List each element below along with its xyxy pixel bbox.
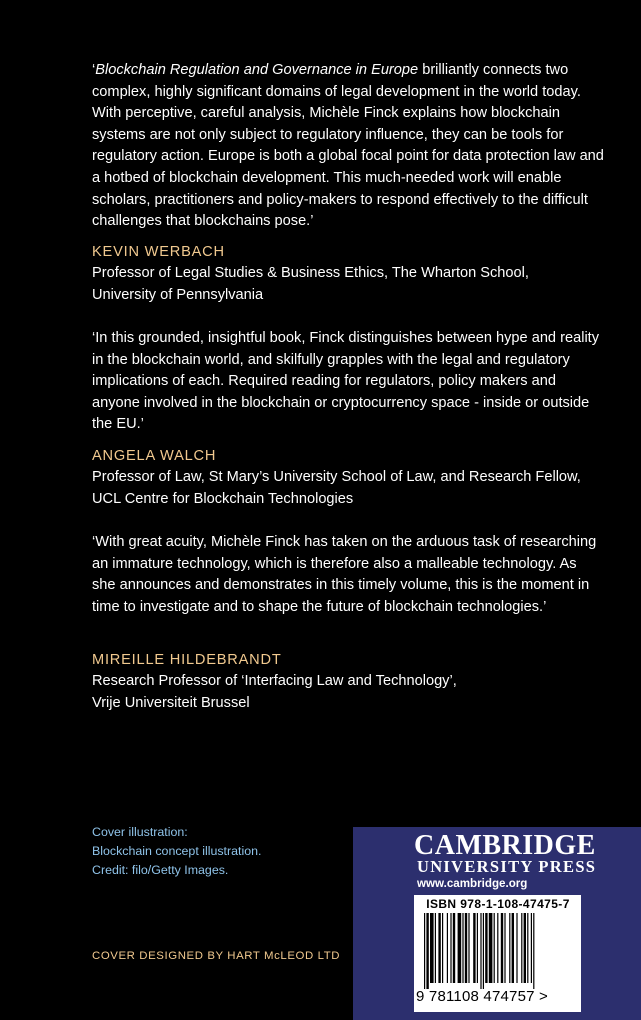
blurb-quote-1 [92, 60, 604, 233]
blurb-author-2: ANGELA WALCH [92, 448, 217, 464]
barcode-bar [516, 913, 517, 983]
barcode-bar [489, 913, 493, 983]
blurb-quote-3: ‘With great acuity, Michèle Finck has taken on the arduous task of researching an immature technology, which is therefore also a malleable technology. As she announces and demonstrates in this timely volume, this is the moment in time to investigate and to shape the future of blockchain technologies.’ [92, 534, 597, 615]
barcode-bars [420, 913, 576, 989]
barcode-bar [501, 913, 503, 983]
book-title-italic: Blockchain Regulation and Governance in Europe [95, 62, 419, 78]
barcode-bar [509, 913, 510, 983]
barcode-bar [494, 913, 495, 983]
barcode-bar [480, 913, 481, 989]
barcode-bar [504, 913, 505, 983]
affiliation-line: Vrije Universiteit Brussel [92, 694, 250, 711]
barcode-bar [473, 913, 475, 983]
affiliation-line: Professor of Law, St Mary’s University School of Law, and Research Fellow, [92, 469, 581, 485]
barcode-bar [438, 913, 440, 983]
quote-text: brilliantly connects two complex, highly significant domains of legal development in the world today. With perceptive, careful analysis, Michèle Finck explains how blockchain systems are not only subject to regulatory influence, they can be tools for regulatory action. Europe is both a global focal point for data protection law and a hotbed of blockchain development. This much-needed work will enable scholars, practitioners and policy-makers to respond effectively to the difficult challenges that blockchains pose.’ [92, 62, 604, 230]
barcode-bar [435, 913, 436, 983]
affiliation-line: University of Pennsylvania [92, 286, 264, 303]
barcode-bar [524, 913, 526, 983]
blurb-affiliation-1 [92, 263, 612, 306]
barcode [414, 895, 581, 1012]
publisher-url: www.cambridge.org [417, 877, 528, 890]
blurb-author-1: KEVIN WERBACH [92, 244, 225, 260]
publisher-panel [353, 827, 641, 1020]
credit-line: Credit: filo/Getty Images. [92, 863, 229, 877]
publisher-logo-name: CAMBRIDGE [414, 830, 596, 861]
barcode-bar [485, 913, 487, 983]
barcode-bar [447, 913, 448, 983]
barcode-bar [442, 913, 443, 983]
barcode-bar [458, 913, 462, 983]
barcode-bar [453, 913, 455, 983]
barcode-bar [531, 913, 532, 983]
barcode-bar [497, 913, 498, 983]
barcode-bar [465, 913, 467, 983]
affiliation-line: UCL Centre for Blockchain Technologies [92, 490, 354, 507]
barcode-bar [462, 913, 463, 983]
barcode-bar [527, 913, 528, 983]
barcode-bar [533, 913, 534, 989]
blurb-affiliation-2 [92, 467, 612, 510]
affiliation-line: Research Professor of ‘Interfacing Law and Technology’, [92, 673, 457, 689]
barcode-bar [426, 913, 428, 989]
blurb-author-3: MIREILLE HILDEBRANDT [92, 652, 282, 668]
credit-line: Blockchain concept illustration. [92, 844, 262, 858]
isbn-label: ISBN 978-1-108-47475-7 [426, 897, 570, 911]
blurb-quote-2: ‘In this grounded, insightful book, Finck distinguishes between hype and reality in the blockchain world, and skilfully grapples with the legal and regulatory implications of each. Required reading for regulators, policy makers and anyone involved in the blockchain or cryptocurrency space - inside or outside the EU.’ [92, 330, 600, 433]
affiliation-line: Professor of Legal Studies & Business Ethics, The Wharton School, [92, 265, 529, 281]
barcode-bar [450, 913, 451, 983]
quote-open-mark: ‘ [92, 62, 96, 78]
barcode-bar [512, 913, 514, 983]
credit-line: Cover illustration: [92, 825, 188, 839]
cover-designer-credit: COVER DESIGNED BY HART McLEOD LTD [92, 950, 341, 962]
barcode-bar [483, 913, 484, 989]
barcode-bar [430, 913, 434, 983]
cover-credit [92, 823, 261, 880]
barcode-bar [468, 913, 469, 983]
barcode-bar [521, 913, 522, 983]
publisher-logo-press: UNIVERSITY PRESS [417, 857, 597, 876]
barcode-bar [424, 913, 425, 989]
barcode-digits: 9 781108 474757 > [416, 988, 548, 1005]
barcode-bar [477, 913, 478, 983]
blurb-affiliation-3 [92, 671, 612, 714]
